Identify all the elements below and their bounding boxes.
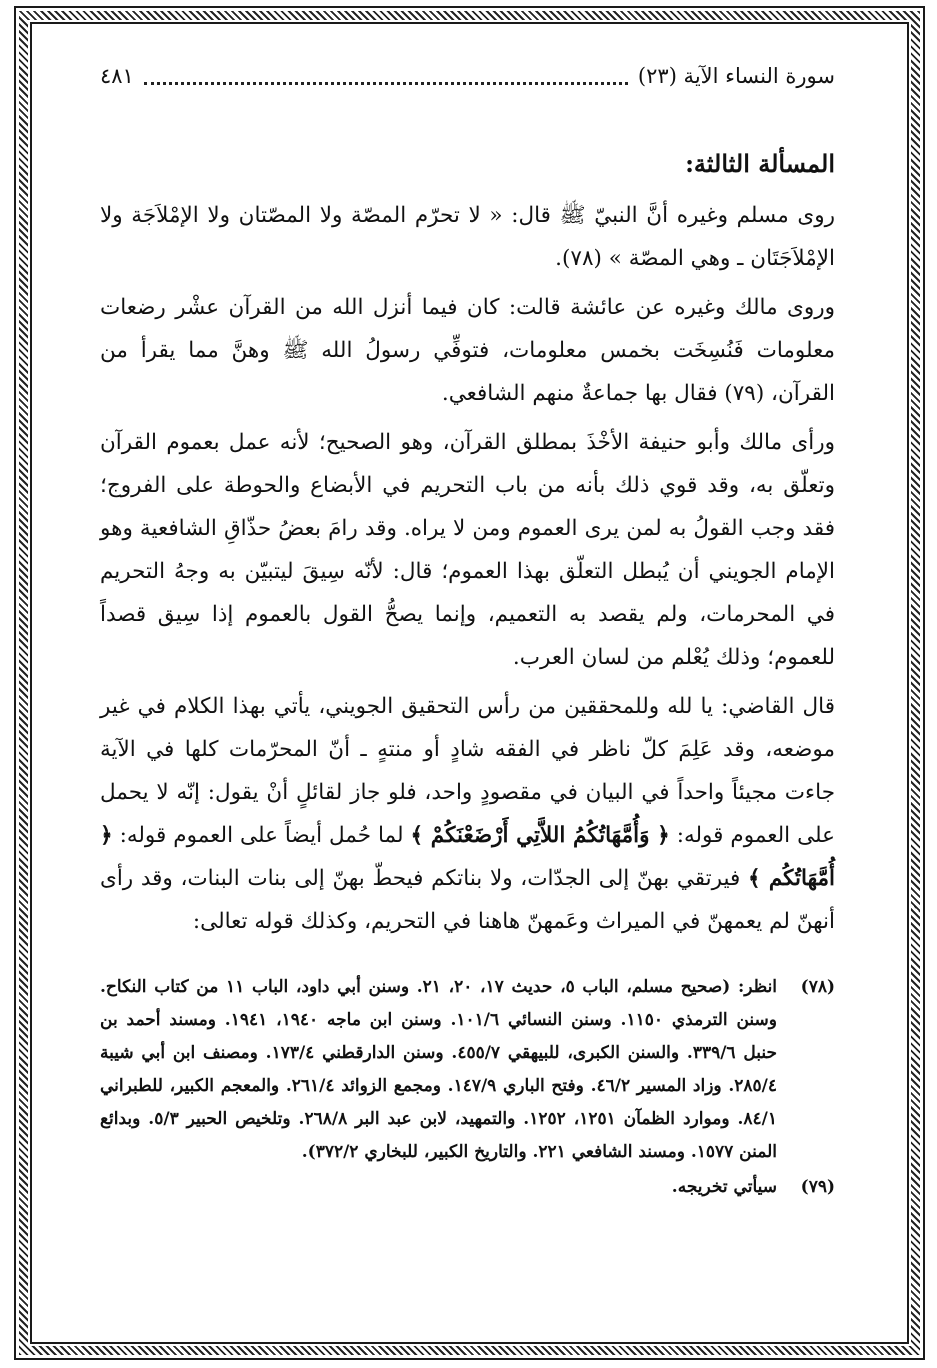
paragraph-4-start: قال القاضي: يا لله وللمحققين من رأس التحقيق الجويني، يأتي بهذا الكلام في غير موضعه، وقد عَلِمَ كلّ ناظر في الفقه شادٍ أو منتهٍ ـ أنّ المحرّمات كلها في الآية جاءت مجيئاً واحداً في البيان في مقصودٍ واحد، فلو جاز لقائلٍ أنْ يقول: إنّه لا يحمل على العموم قوله:	[100, 694, 835, 848]
footnote-text: سيأتي تخريجه.	[671, 1177, 777, 1197]
paragraph-3: ورأى مالك وأبو حنيفة الأخْذَ بمطلق القرآن، وهو الصحيح؛ لأنه عمل بعموم القرآن وتعلّق به، وقد قوي ذلك بأنه من باب التحريم في الأبضاع والحوطة على الفروج؛ فقد وجب القولُ به لمن يرى العموم ومن لا يراه. وقد رامَ بعضُ حذّاقِ الشافعية وهو الإمام الجويني أن يُبطل التعلّق بهذا العموم؛ قال: لأنّه سِيقَ ليتبيّن به وجهُ التحريم في المحرمات، ولم يقصد به التعميم، وإنما يصحُّ القول بالعموم إذا سِيق قصداً للعموم؛ وذلك يُعْلم من لسان العرب.	[100, 430, 835, 670]
section-heading: المسألة الثالثة:	[685, 149, 835, 178]
quran-quote-1: ﴿ وَأُمَّهَاتُكُمُ اللاَّتِي أَرْضَعْنَكُمْ ﴾	[410, 823, 670, 848]
page-number: ٤٨١	[100, 64, 134, 88]
running-header-title: سورة النساء الآية (٢٣)	[637, 64, 835, 88]
header-leader-dots	[144, 68, 628, 85]
quran-quote-2: ﴿ أُمَّهَاتُكُم ﴾	[100, 823, 835, 891]
paragraph-4	[100, 685, 835, 943]
footnotes	[100, 971, 835, 1204]
footnote-number: (٧٨)	[800, 977, 835, 997]
footnote-text: انظر: (صحيح مسلم، الباب ٥، حديث ١٧، ٢٠، ٢١. وسنن أبي داود، الباب ١١ من كتاب النكاح. وسنن الترمذي ١١٥٠. وسنن النسائي ١٠١/٦. وسنن ابن ماجه ١٩٤٠، ١٩٤١. ومسند أحمد بن حنبل ٣٣٩/٦. والسنن الكبرى، للبيهقي ٤٥٥/٧. وسنن الدارقطني ١٧٣/٤. ومصنف ابن أبي شيبة ٢٨٥/٤. وزاد المسير ٤٦/٢. وفتح الباري ١٤٧/٩. ومجمع الزوائد ٢٦١/٤. والمعجم الكبير، للطبراني ٨٤/١. وموارد الظمآن ١٢٥١، ١٢٥٢. والتمهيد، لابن عبد البر ٢٦٨/٨. وتلخيص الحبير ٥/٣. وبدائع المنن ١٥٧٧. ومسند الشافعي ٢٢١. والتاريخ الكبير، للبخاري ٣٧٢/٢).	[100, 977, 778, 1162]
paragraph-2: وروى مالك وغيره عن عائشة قالت: كان فيما أنزل الله من القرآن عشْر رضعات معلومات فَنُسِخَت بخمس معلومات، فتوفِّي رسولُ الله ﷺ وهنَّ مما يقرأ من القرآن، (٧٩) فقال بها جماعةٌ منهم الشافعي.	[100, 295, 835, 406]
paragraph-4-end: فيرتقي بهنّ إلى الجدّات، ولا بناتكم فيحطّ بهنّ إلى بنات البنات، وقد رأى أنهنّ لم يعمهنّ في الميراث وعَمهنّ هاهنا في التحريم، وكذلك قوله تعالى:	[100, 866, 835, 934]
running-header	[100, 58, 835, 94]
footnote-number: (٧٩)	[800, 1177, 835, 1197]
footnote-item	[100, 971, 835, 1169]
footnote-item	[100, 1171, 835, 1204]
paragraph-4-mid: لما حُمل أيضاً على العموم قوله:	[119, 823, 404, 848]
page-content	[100, 55, 835, 1204]
paragraph-1: روى مسلم وغيره أنَّ النبيّ ﷺ قال: « لا تحرّم المصّة ولا المصّتان ولا الإمْلاَجَة ولا الإمْلاَجَتَان ـ وهي المصّة » (٧٨).	[100, 203, 835, 271]
